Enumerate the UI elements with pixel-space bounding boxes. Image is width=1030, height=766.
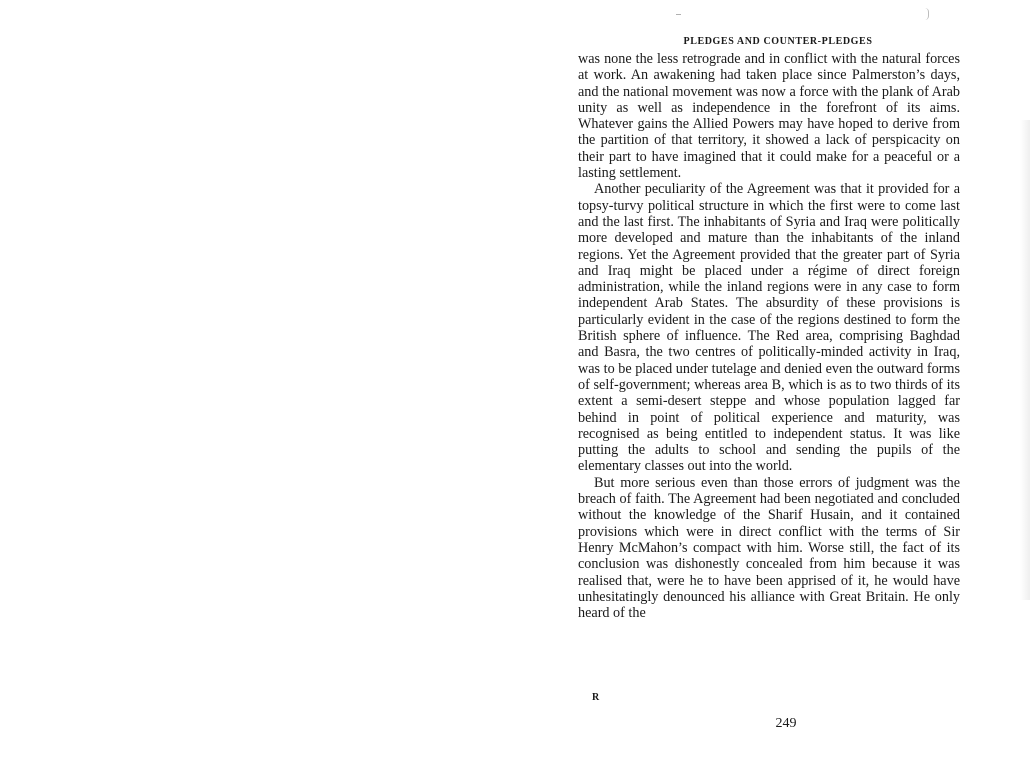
signature-mark: R xyxy=(592,692,600,703)
page-edge-shadow xyxy=(1020,120,1030,600)
running-head: PLEDGES AND COUNTER-PLEDGES xyxy=(683,36,873,47)
scan-speck xyxy=(676,14,681,15)
paragraph-3: But more serious even than those errors of judgment was the breach of faith. The Agreement had been negotiated and concluded without the knowledge of the Sharif Husain, and it contained provisions which were in direct conflict with the terms of Sir Henry McMahon’s compact with him. Worse still, the fact of its conclusion was dishonestly concealed from him because it was realised that, were he to have been apprised of it, he would have unhesitatingly denounced his alliance with Great Britain. He only heard of the xyxy=(578,474,960,622)
body-text xyxy=(578,51,960,621)
paragraph-1: was none the less retrograde and in conflict with the natural forces at work. An awakening had taken place since Palmerston’s days, and the national movement was now a force with the plank of Arab unity as well as independence in the forefront of its aims. Whatever gains the Allied Powers may have hoped to derive from the partition of that territory, it showed a lack of perspicacity on their part to have imagined that it could make for a peaceful or a lasting settlement. xyxy=(578,51,960,182)
page-number: 249 xyxy=(775,716,797,731)
book-page xyxy=(578,36,960,731)
paragraph-2: Another peculiarity of the Agreement was that it provided for a topsy-turvy political structure in which the first were to come last and the last first. The inhabitants of Syria and Iraq were politically more developed and mature than the inhabitants of the inland regions. Yet the Agreement provided that the greater part of Syria and Iraq might be placed under a régime of direct foreign administration, while the inland regions were in any case to form independent Arab States. The absurdity of these provisions is particularly evident in the case of the regions destined to form the British sphere of influence. The Red area, comprising Baghdad and Basra, the two centres of politically-minded activity in Iraq, was to be placed under tutelage and denied even the outward forms of self-government; whereas area B, which is as to two thirds of its extent a semi-desert steppe and whose population lagged far behind in point of political experience and maturity, was recognised as being entitled to independent status. It was like putting the adults to school and sending the pupils of the elementary classes out into the world. xyxy=(578,181,960,475)
scan-mark xyxy=(925,8,929,20)
